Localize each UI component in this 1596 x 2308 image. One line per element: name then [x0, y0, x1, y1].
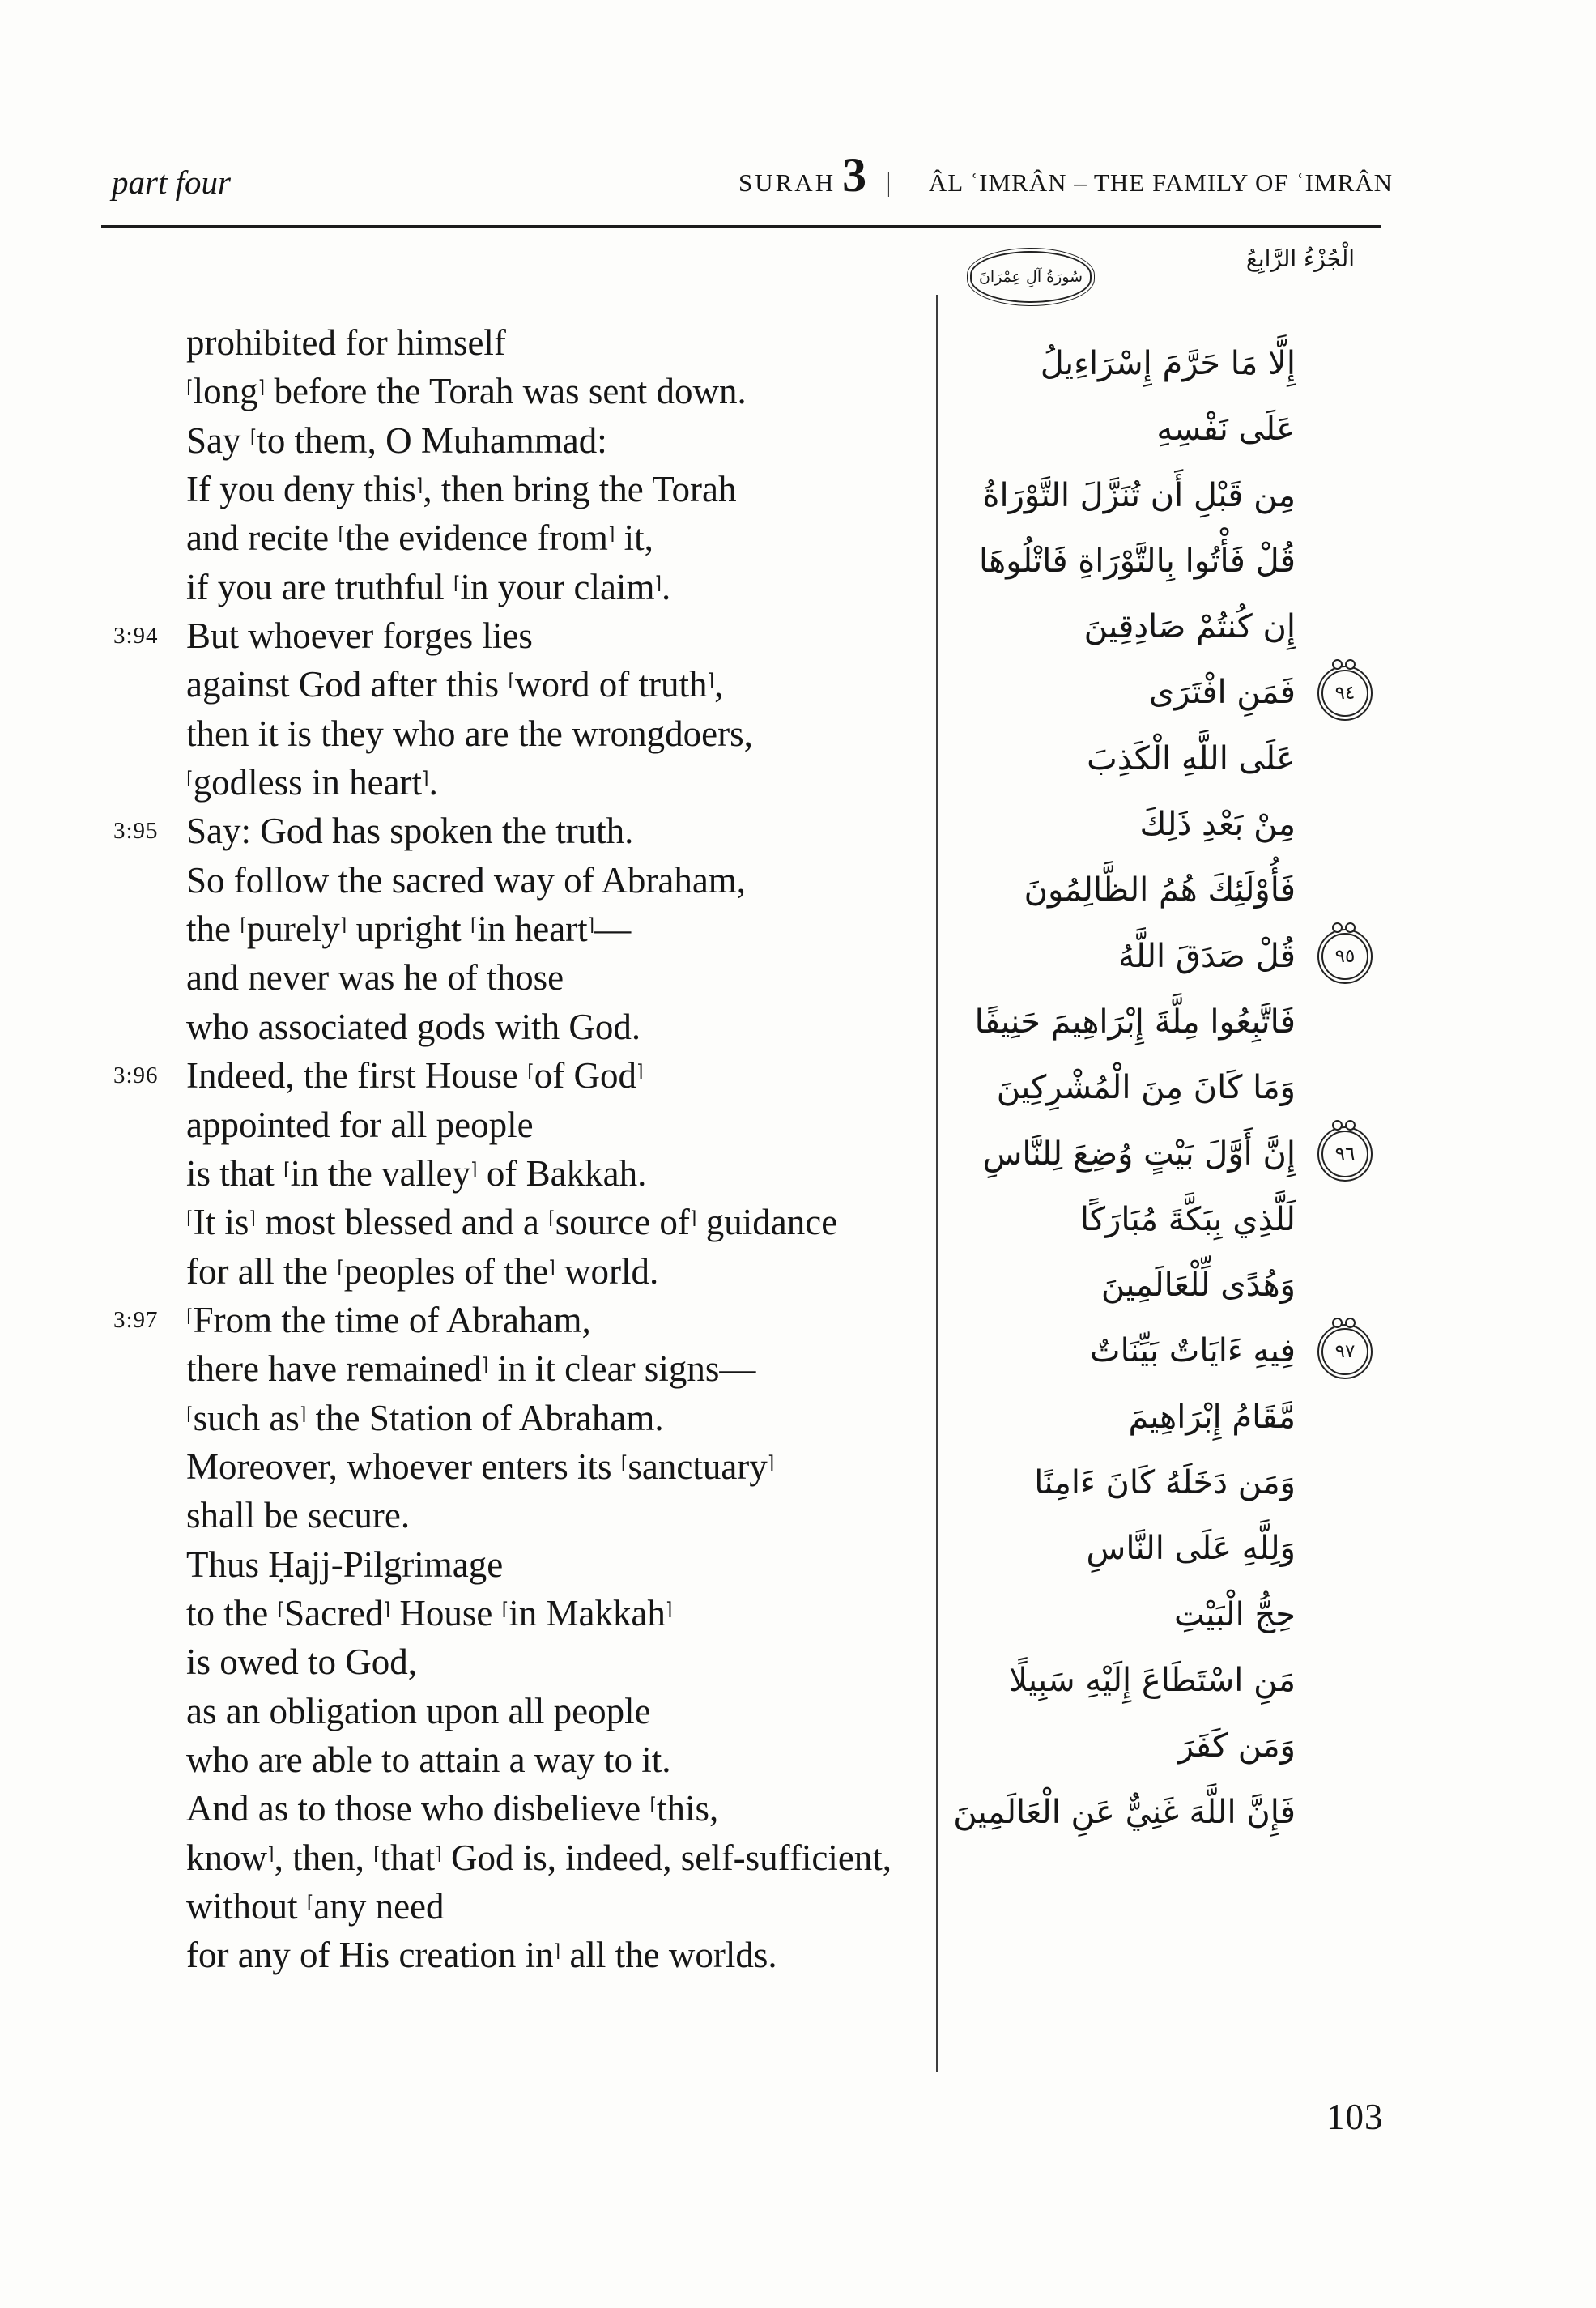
arabic-text: وَمَا كَانَ مِنَ الْمُشْرِكِينَ — [996, 1069, 1296, 1107]
translation-line: for any of His creation in⌉ all the worlds. — [186, 1935, 777, 1976]
interpolation-bracket: ⌈ — [249, 426, 257, 447]
translation-line: 3:96 Indeed, the first House ⌈of God⌉ — [186, 1051, 939, 1100]
interpolation-bracket: ⌈ — [186, 769, 194, 790]
interpolation-bracket: ⌈ — [186, 1403, 194, 1424]
translation-line: Say ⌈to them, O Muhammad: — [186, 419, 607, 461]
translation-line: the ⌈purely⌉ upright ⌈in heart⌉— — [186, 909, 632, 950]
translation-line: ⌈godless in heart⌉. — [186, 762, 438, 803]
page-number: 103 — [1326, 2097, 1384, 2137]
interpolation-bracket: ⌈ — [306, 1893, 314, 1913]
translation-line: against God after this ⌈word of truth⌉, — [186, 664, 724, 705]
arabic-text: وَمَن دَخَلَهُ كَانَ ءَامِنًا — [1034, 1464, 1296, 1502]
arabic-text: مِنْ بَعْدِ ذَلِكَ — [1139, 806, 1296, 844]
arabic-verse-line — [915, 1450, 1296, 1516]
translation-line: and recite ⌈the evidence from⌉ it, — [186, 517, 653, 559]
interpolation-bracket: ⌉ — [636, 1062, 644, 1083]
arabic-text: فِيهِ ءَايَاتٌ بَيِّنَاتٌ — [1089, 1332, 1296, 1370]
interpolation-bracket: ⌉ — [707, 671, 715, 692]
arabic-text: إِنَّ أَوَّلَ بَيْتٍ وُضِعَ لِلنَّاسِ — [982, 1135, 1296, 1173]
interpolation-bracket: ⌉ — [415, 475, 423, 496]
arabic-verse-line — [915, 1055, 1296, 1121]
translation-line: If you deny this⌉, then bring the Torah — [186, 469, 737, 510]
header-separator: | — [887, 168, 891, 198]
interpolation-bracket: ⌉ — [607, 524, 615, 545]
verse-medallion: ٩٤ — [1321, 670, 1368, 717]
arabic-verse-line — [915, 1318, 1356, 1384]
arabic-text: قُلْ صَدَقَ اللَّهُ — [1118, 937, 1296, 975]
arabic-text: قُلْ فَأْتُوا بِالتَّوْرَاةِ فَاتْلُوهَا — [978, 542, 1296, 580]
arabic-text: وَمَن كَفَرَ — [1177, 1727, 1296, 1765]
arabic-verse-line — [915, 660, 1356, 726]
arabic-verse-line — [915, 1516, 1296, 1582]
translation-line: know⌉, then, ⌈that⌉ God is, indeed, self-sufficient, — [186, 1837, 892, 1878]
translation-line: is owed to God, — [186, 1642, 417, 1683]
surah-word: SURAH — [738, 168, 836, 197]
interpolation-bracket: ⌈ — [453, 573, 461, 594]
verse-medallion: ٩٥ — [1321, 933, 1368, 980]
translation-line: 3:97 ⌈From the time of Abraham, — [186, 1296, 939, 1344]
arabic-text: فَمَنِ افْتَرَى — [1148, 674, 1296, 712]
interpolation-bracket: ⌈ — [470, 915, 478, 936]
arabic-text: حِجُّ الْبَيْتِ — [1174, 1595, 1296, 1633]
interpolation-bracket: ⌈ — [186, 1305, 194, 1326]
interpolation-bracket: ⌉ — [422, 769, 429, 790]
interpolation-bracket: ⌉ — [767, 1452, 775, 1473]
arabic-verse-line — [915, 1780, 1296, 1846]
translation-line: to the ⌈Sacred⌉ House ⌈in Makkah⌉ — [186, 1592, 673, 1633]
interpolation-bracket: ⌈ — [501, 1599, 509, 1620]
translation-line: who are able to attain a way to it. — [186, 1739, 671, 1780]
translation-line: prohibited for himself — [186, 322, 506, 363]
interpolation-bracket: ⌉ — [481, 1355, 489, 1376]
translation-line: then it is they who are the wrongdoers, — [186, 713, 753, 754]
arabic-verse-line — [915, 858, 1296, 923]
verse-number: 3:97 — [113, 1306, 159, 1333]
arabic-text: إِن كُنتُمْ صَادِقِينَ — [1083, 608, 1296, 646]
interpolation-bracket: ⌉ — [249, 1208, 256, 1229]
juz-calligraphy: الْجُزْءُ الرَّابِعُ — [1245, 245, 1356, 272]
arabic-verse-line — [915, 1122, 1356, 1187]
interpolation-bracket: ⌉ — [257, 377, 266, 398]
translation-column — [113, 318, 939, 1980]
translation-line: And as to those who disbelieve ⌈this, — [186, 1788, 719, 1829]
arabic-verse-line — [915, 1253, 1296, 1318]
verse-number: 3:95 — [113, 818, 159, 845]
interpolation-bracket: ⌉ — [654, 573, 662, 594]
arabic-verse-line — [915, 331, 1296, 397]
arabic-verse-line — [915, 397, 1296, 462]
interpolation-bracket: ⌈ — [283, 1159, 291, 1180]
arabic-text: لَلَّذِي بِبَكَّةَ مُبَارَكًا — [1079, 1200, 1296, 1238]
verse-number: 3:94 — [113, 623, 159, 649]
interpolation-bracket: ⌈ — [277, 1599, 285, 1620]
running-header — [738, 148, 1394, 202]
verse-number: 3:96 — [113, 1062, 159, 1089]
arabic-verse-line — [915, 726, 1296, 792]
interpolation-bracket: ⌈ — [186, 1208, 194, 1229]
interpolation-bracket: ⌈ — [527, 1062, 534, 1083]
interpolation-bracket: ⌉ — [299, 1403, 307, 1424]
arabic-text: إِلَّا مَا حَرَّمَ إِسْرَاءِيلُ — [1040, 345, 1296, 382]
translation-line: for all the ⌈peoples of the⌉ world. — [186, 1250, 659, 1292]
translation-line: 3:95 Say: God has spoken the truth. — [186, 807, 939, 855]
arabic-text: عَلَى نَفْسِهِ — [1156, 411, 1296, 449]
interpolation-bracket: ⌈ — [337, 1257, 344, 1278]
arabic-text: مَّقَامُ إِبْرَاهِيمَ — [1128, 1398, 1296, 1436]
surah-title-cartouche: سُورَةُ آلِ عِمْرَانَ — [970, 251, 1092, 303]
interpolation-bracket: ⌉ — [665, 1599, 673, 1620]
translation-line: is that ⌈in the valley⌉ of Bakkah. — [186, 1152, 647, 1194]
translation-line: So follow the sacred way of Abraham, — [186, 859, 747, 901]
translation-line: if you are truthful ⌈in your claim⌉. — [186, 566, 671, 607]
translation-line: without ⌈any need — [186, 1886, 445, 1927]
interpolation-bracket: ⌈ — [649, 1795, 658, 1816]
verse-medallion: ٩٦ — [1321, 1131, 1368, 1177]
translation-line: appointed for all people — [186, 1104, 534, 1145]
part-label: part four — [112, 164, 231, 201]
interpolation-bracket: ⌈ — [240, 915, 247, 936]
interpolation-bracket: ⌈ — [508, 671, 515, 692]
interpolation-bracket: ⌉ — [548, 1257, 555, 1278]
interpolation-bracket: ⌈ — [548, 1208, 555, 1229]
interpolation-bracket: ⌈ — [620, 1452, 628, 1473]
arabic-verse-line — [915, 990, 1296, 1055]
interpolation-bracket: ⌈ — [186, 377, 194, 398]
header-rule — [101, 225, 1381, 228]
arabic-text: وَلِلَّهِ عَلَى النَّاسِ — [1086, 1530, 1296, 1568]
translation-line: as an obligation upon all people — [186, 1690, 651, 1731]
translation-line: ⌈such as⌉ the Station of Abraham. — [186, 1397, 664, 1438]
interpolation-bracket: ⌉ — [383, 1599, 391, 1620]
translation-line: 3:94 But whoever forges lies — [186, 611, 939, 660]
translation-line: ⌈long⌉ before the Torah was sent down. — [186, 371, 747, 412]
surah-number: 3 — [842, 148, 867, 202]
interpolation-bracket: ⌉ — [689, 1208, 697, 1229]
arabic-text: مَنِ اسْتَطَاعَ إِلَيْهِ سَبِيلًا — [1009, 1661, 1296, 1699]
arabic-text: فَإِنَّ اللَّهَ غَنِيٌّ عَنِ الْعَالَمِينَ — [953, 1793, 1296, 1831]
arabic-text: مِن قَبْلِ أَن تُنَزَّلَ التَّوْرَاةُ — [982, 476, 1296, 514]
interpolation-bracket: ⌈ — [338, 524, 345, 545]
interpolation-bracket: ⌈ — [373, 1843, 381, 1864]
interpolation-bracket: ⌉ — [339, 915, 347, 936]
arabic-text: فَأُوْلَئِكَ هُمُ الظَّالِمُونَ — [1024, 871, 1296, 909]
arabic-verse-line — [915, 924, 1356, 990]
interpolation-bracket: ⌉ — [267, 1843, 275, 1864]
arabic-column — [915, 331, 1356, 1846]
translation-line: Thus Ḥajj-Pilgrimage — [186, 1544, 504, 1585]
translation-line: there have remained⌉ in it clear signs— — [186, 1348, 756, 1390]
arabic-verse-line — [915, 594, 1296, 660]
interpolation-bracket: ⌉ — [553, 1941, 561, 1962]
arabic-verse-line — [915, 529, 1296, 594]
translation-line: Moreover, whoever enters its ⌈sanctuary⌉ — [186, 1446, 775, 1487]
surah-title: ÂL ʿIMRÂN – THE FAMILY OF ʿIMRÂN — [928, 168, 1394, 197]
arabic-text: فَاتَّبِعُوا مِلَّةَ إِبْرَاهِيمَ حَنِيفًا — [974, 1003, 1296, 1041]
translation-line: and never was he of those — [186, 957, 564, 999]
arabic-verse-line — [915, 1385, 1296, 1450]
translation-line: who associated gods with God. — [186, 1006, 641, 1047]
interpolation-bracket: ⌉ — [587, 915, 595, 936]
arabic-verse-line — [915, 1187, 1296, 1253]
translation-line: shall be secure. — [186, 1495, 411, 1536]
translation-line: ⌈It is⌉ most blessed and a ⌈source of⌉ guidance — [186, 1202, 838, 1243]
arabic-verse-line — [915, 463, 1296, 529]
arabic-text: عَلَى اللَّهِ الْكَذِبَ — [1087, 739, 1296, 777]
arabic-verse-line — [915, 1648, 1296, 1714]
arabic-verse-line — [915, 792, 1296, 858]
interpolation-bracket: ⌉ — [435, 1843, 442, 1864]
verse-medallion: ٩٧ — [1321, 1328, 1368, 1375]
arabic-verse-line — [915, 1714, 1296, 1779]
arabic-text: وَهُدًى لِّلْعَالَمِينَ — [1100, 1267, 1296, 1305]
arabic-verse-line — [915, 1582, 1296, 1648]
interpolation-bracket: ⌉ — [470, 1159, 478, 1180]
